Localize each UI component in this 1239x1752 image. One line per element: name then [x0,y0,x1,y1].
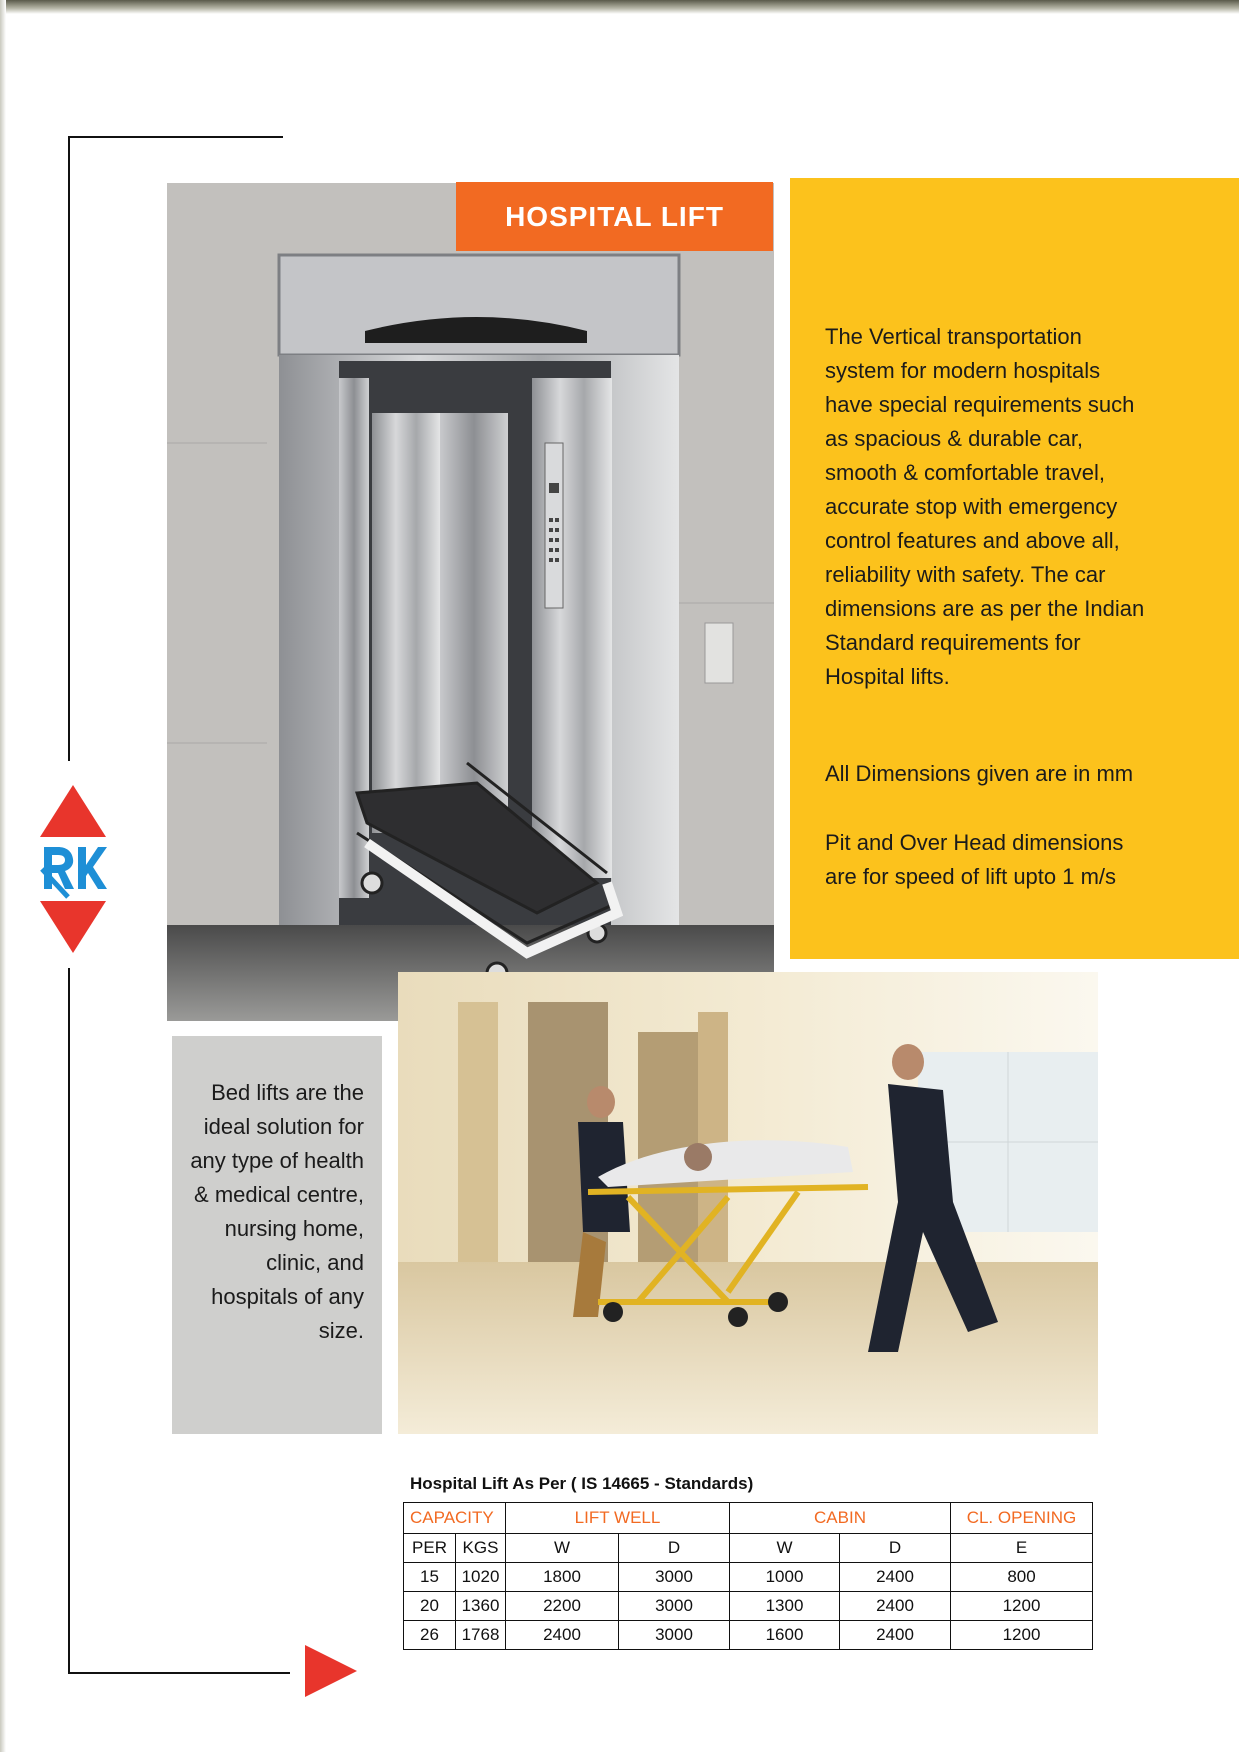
table-cell: 2400 [840,1563,951,1592]
table-caption: Hospital Lift As Per ( IS 14665 - Standards) [410,1474,754,1493]
bed-lift-line: ideal solution for [203,1114,364,1139]
table-cell: 1800 [506,1563,619,1592]
intro-line: system for modern hospitals [825,358,1101,383]
table-cell: 15 [404,1563,456,1592]
intro-line: have special requirements such [825,392,1135,417]
header-cabin: CABIN [730,1503,951,1534]
table-cell: 20 [404,1592,456,1621]
table-cell: 1200 [951,1621,1093,1650]
page-title: HOSPITAL LIFT [505,200,724,232]
left-edge-shadow [0,0,6,1752]
table-cell: 2400 [840,1621,951,1650]
cabin-rear-door-left [372,413,440,833]
car-operating-panel [545,443,563,608]
table-group-header-row [404,1503,1093,1534]
bed-lift-line: nursing home, [224,1216,364,1241]
table-cell: 1000 [730,1563,840,1592]
subheader-cell: W [506,1534,619,1563]
hallway-photo [398,972,1098,1434]
table-row [404,1592,1093,1621]
logo-triangle-down [40,901,106,953]
table-sub-header-row [404,1534,1093,1563]
table-row [404,1621,1093,1650]
table-cell: 3000 [619,1563,730,1592]
subheader-cell: D [619,1534,730,1563]
subheader-cell: E [951,1534,1093,1563]
table-row [404,1563,1093,1592]
intro-line: Standard requirements for [825,630,1081,655]
frame-line-left-upper [68,136,70,761]
bed-lift-box [172,1036,382,1434]
bed-lift-line: any type of health [190,1148,364,1173]
table-cell: 1600 [730,1621,840,1650]
table-cell: 3000 [619,1592,730,1621]
intro-line: smooth & comfortable travel, [825,460,1106,485]
frame-line-bottom [68,1672,290,1674]
elevator-photo [167,183,774,1021]
note-line: Pit and Over Head dimensions [825,830,1124,855]
subheader-cell: W [730,1534,840,1563]
pit-overhead-note [825,826,1155,894]
intro-line: accurate stop with emergency [825,494,1118,519]
bed-lift-line: size. [318,1318,364,1343]
table-cell: 1768 [456,1621,506,1650]
title-band [456,182,773,251]
table-cell: 1300 [730,1592,840,1621]
intro-line: dimensions are as per the Indian [825,596,1145,621]
bed-lift-line: clinic, and [266,1250,364,1275]
header-capacity: CAPACITY [404,1503,506,1534]
logo-triangle-up [40,785,106,837]
intro-paragraph [825,320,1155,694]
top-edge-rule [0,0,1239,14]
subheader-cell: D [840,1534,951,1563]
intro-line: as spacious & durable car, [825,426,1084,451]
bed-lift-line: Bed lifts are the [211,1080,364,1105]
bed-lift-paragraph [174,1076,364,1348]
header-cl-opening: CL. OPENING [951,1503,1093,1534]
table-cell: 2400 [506,1621,619,1650]
spec-table [403,1502,1093,1650]
hall-call-button [705,623,733,683]
table-cell: 2200 [506,1592,619,1621]
hall-floor [398,1262,1098,1434]
table-cell: 26 [404,1621,456,1650]
table-cell: 1200 [951,1592,1093,1621]
intro-line: The Vertical transportation [825,324,1082,349]
note-line: are for speed of lift upto 1 m/s [825,864,1117,889]
bed-lift-line: & medical centre, [194,1182,364,1207]
dimensions-note: All Dimensions given are in mm [825,761,1134,786]
table-cell: 3000 [619,1621,730,1650]
cabin-right-wall [532,378,612,878]
intro-line: reliability with safety. The car [825,562,1106,587]
header-lift-well: LIFT WELL [506,1503,730,1534]
subheader-cell: KGS [456,1534,506,1563]
table-cell: 1360 [456,1592,506,1621]
table-cell: 2400 [840,1592,951,1621]
intro-line: control features and above all, [825,528,1120,553]
logo-letters-icon [42,847,107,897]
frame-line-left-lower [68,968,70,1673]
frame-line-top [68,136,283,138]
table-cell: 800 [951,1563,1093,1592]
table-cell: 1020 [456,1563,506,1592]
red-arrow-icon [305,1645,357,1697]
rk-logo [38,785,108,953]
subheader-cell: PER [404,1534,456,1563]
intro-line: Hospital lifts. [825,664,950,689]
bed-lift-line: hospitals of any [211,1284,364,1309]
